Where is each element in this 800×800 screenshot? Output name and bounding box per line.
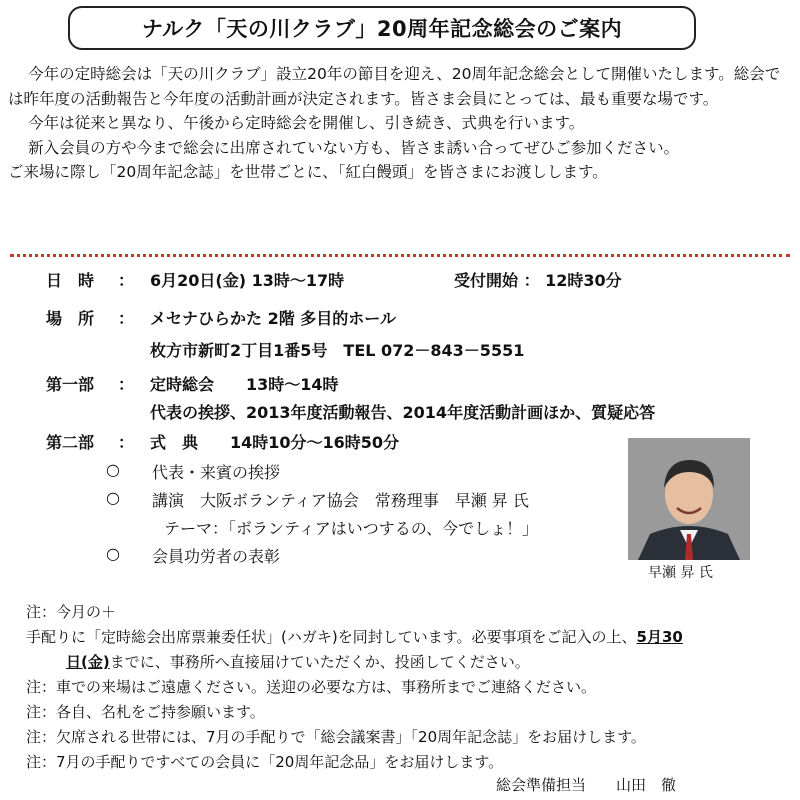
note-5: 注：7月の手配りですべての会員に「20周年記念品」をお届けします。 [26, 753, 504, 771]
note-1-text-d: までに、事務所へ直接届けていただくか、投函してください。 [109, 653, 530, 671]
dotted-divider [10, 254, 790, 257]
part2-colon: ： [118, 433, 135, 452]
part2-label: 第二部 [46, 433, 95, 452]
note-1-deadline-b: 日(金) [66, 653, 110, 671]
program-item-greeting: 代表・来賓の挨拶 [152, 463, 281, 482]
speaker-photo [628, 438, 750, 560]
intro-paragraph-4: ご来場に際し「20周年記念誌」を世帯ごとに、「紅白饅頭」を皆さまにお渡しします。 [8, 163, 608, 181]
part1-value: 定時総会 13時～14時 [150, 375, 339, 394]
intro-paragraph-1: 今年の定時総会は「天の川クラブ」設立20年の節目を迎え、20周年記念総会として開催いたします。総会では昨年度の活動報告と今年度の活動計画が決定されます。皆さま会員にとっては、最も重要な場です。 [8, 65, 781, 108]
bullet-icon: ○ [106, 488, 120, 507]
note-1-heading: 注：今月の＋ [26, 603, 117, 621]
datetime-colon: ： [118, 271, 135, 290]
intro-paragraph-2: 今年は従来と異なり、午後から定時総会を開催し、引き続き、式典を行います。 [28, 114, 585, 132]
note-3: 注：各自、名札をご持参願います。 [26, 703, 265, 721]
datetime-label: 日 時 [46, 271, 95, 290]
program-item-lecture: 講演 大阪ボランティア協会 常務理事 早瀬 昇 氏 [152, 491, 529, 510]
part1-colon: ： [118, 375, 135, 394]
place-colon: ： [118, 309, 135, 328]
place-address: 枚方市新町2丁目1番5号 TEL 072－843－5551 [150, 341, 525, 360]
part1-detail: 代表の挨拶、2013年度活動報告、2014年度活動計画ほか、質疑応答 [150, 403, 656, 422]
reception-time: 受付開始 ： 12時30分 [454, 271, 622, 290]
photo-caption: 早瀬 昇 氏 [648, 565, 713, 581]
bullet-icon: ○ [106, 544, 120, 563]
note-1-deadline-a: 5月30 [636, 628, 683, 646]
lecture-theme: テーマ：「ボランティアはいつするの、今でしょ！」 [164, 519, 539, 538]
page-title: ナルク「天の川クラブ」20周年記念総会のご案内 [68, 6, 696, 50]
note-4: 注：欠席される世帯には、7月の手配りで「総会議案書」「20周年記念誌」をお届けします。 [26, 728, 646, 746]
note-1-body [26, 625, 786, 650]
note-1-text-a: 手配りに「定時総会出席票兼委任状」(ハガキ)を同封しています。必要事項をご記入の上、 [26, 628, 637, 646]
intro-paragraph-3: 新入会員の方や今まで総会に出席されていない方も、皆さま誘い合ってぜひご参加ください。 [28, 138, 680, 157]
speaker-portrait-icon [628, 438, 750, 560]
signature: 総会準備担当 山田 徹 [496, 776, 677, 794]
datetime-value: 6月20日(金) 13時～17時 [150, 271, 345, 290]
place-value: メセナひらかた 2階 多目的ホール [150, 309, 396, 328]
note-2: 注：車での来場はご遠慮ください。送迎の必要な方は、事務所までご連絡ください。 [26, 678, 597, 696]
intro-text [8, 62, 792, 185]
note-1-continuation [26, 650, 786, 675]
bullet-icon: ○ [106, 460, 120, 479]
part2-value: 式 典 14時10分～16時50分 [150, 433, 400, 452]
part1-label: 第一部 [46, 375, 95, 394]
program-item-award: 会員功労者の表彰 [152, 547, 281, 566]
notes-section [26, 600, 786, 775]
place-label: 場 所 [46, 309, 95, 328]
